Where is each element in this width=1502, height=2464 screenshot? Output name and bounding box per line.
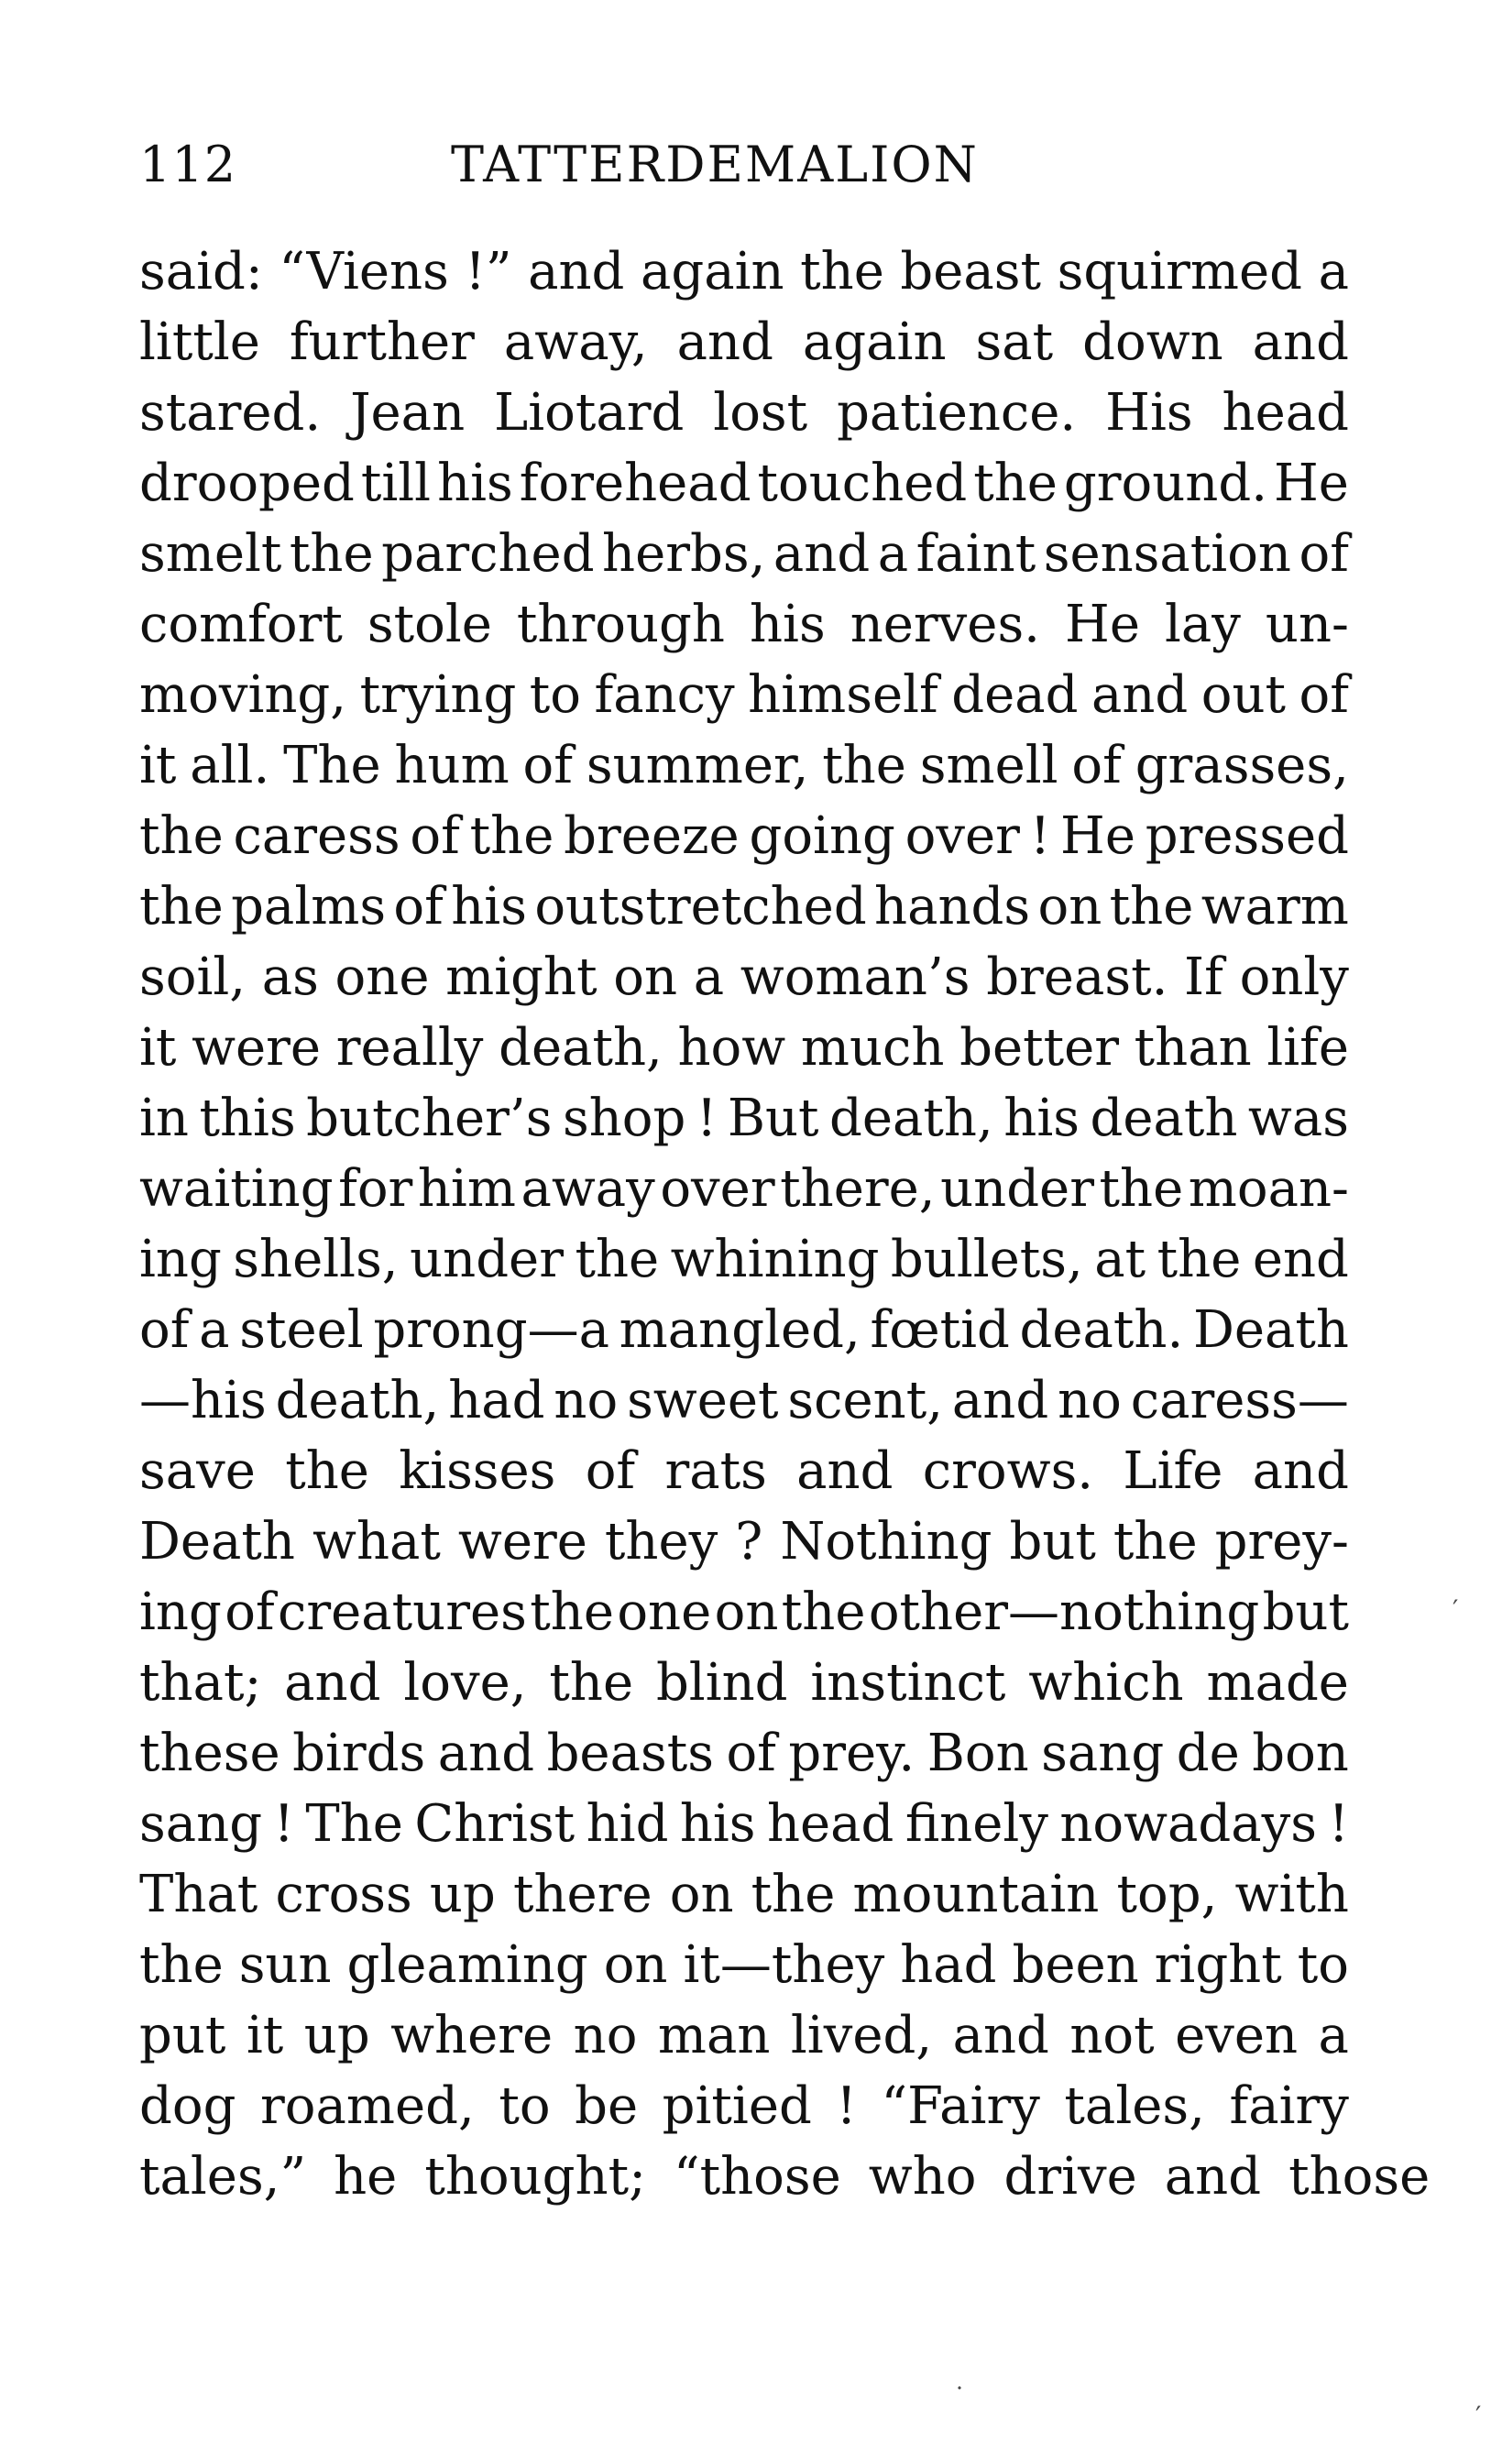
word: the: [139, 806, 224, 866]
text-line: [139, 1436, 1349, 1506]
word: be: [575, 2076, 639, 2136]
word: was: [1247, 1089, 1349, 1148]
word: sang: [139, 1794, 263, 1854]
word: caress—: [1130, 1371, 1349, 1430]
word: and: [676, 312, 773, 372]
word: moving,: [139, 665, 347, 725]
word: of: [1071, 736, 1122, 795]
word: and: [1091, 665, 1189, 725]
text-line: [139, 801, 1349, 871]
word: right: [1154, 1935, 1282, 1995]
word: it: [139, 1018, 177, 1078]
word: of: [522, 736, 573, 795]
text-line: [139, 2071, 1349, 2141]
word: how: [677, 1018, 786, 1078]
word: the: [1157, 1230, 1242, 1289]
word: outstretched: [534, 877, 867, 936]
word: ing: [139, 1582, 222, 1642]
word: out: [1201, 665, 1287, 725]
word: said:: [139, 242, 263, 301]
word: sweet: [627, 1371, 779, 1430]
text-line: [139, 942, 1349, 1013]
word: Nothing: [780, 1512, 992, 1571]
word: birds: [292, 1724, 426, 1783]
word: than: [1134, 1018, 1252, 1078]
word: death: [1090, 1089, 1238, 1148]
word: He: [1064, 595, 1140, 654]
text-line: [139, 236, 1349, 307]
word: Christ: [414, 1794, 576, 1854]
word: finely: [904, 1794, 1048, 1854]
word: Death: [139, 1512, 295, 1571]
word: faint: [915, 524, 1036, 584]
word: other—nothing: [868, 1582, 1260, 1642]
word: top,: [1116, 1865, 1218, 1924]
word: kisses: [399, 1441, 556, 1501]
word: better: [959, 1018, 1119, 1078]
word: him: [417, 1159, 516, 1219]
word: again: [802, 312, 947, 372]
word: !: [1328, 1794, 1349, 1854]
word: a: [199, 1300, 230, 1360]
word: !: [836, 2076, 857, 2136]
text-line: [139, 1789, 1349, 1859]
word: touched: [757, 454, 968, 513]
word: dead: [951, 665, 1079, 725]
word: waiting: [139, 1159, 334, 1219]
word: !: [696, 1089, 718, 1148]
word: up: [429, 1865, 496, 1924]
word: mountain: [852, 1865, 1100, 1924]
word: of: [393, 877, 444, 936]
text-line: [139, 2141, 1431, 2212]
word: palms: [231, 877, 387, 936]
word: where: [390, 2006, 554, 2065]
word: of: [410, 806, 460, 866]
word: might: [445, 947, 598, 1007]
word: his: [749, 595, 826, 654]
word: under: [940, 1159, 1094, 1219]
word: these: [139, 1724, 280, 1783]
word: thought;: [424, 2147, 646, 2207]
word: in: [139, 1089, 189, 1148]
word: ground.: [1063, 454, 1267, 513]
word: the: [1099, 1159, 1184, 1219]
word: mangled,: [619, 1300, 861, 1360]
text-line: [139, 1718, 1349, 1789]
word: on: [669, 1865, 734, 1924]
word: breeze: [564, 806, 740, 866]
word: roamed,: [259, 2076, 475, 2136]
text-line: [139, 1648, 1349, 1718]
word: the: [973, 454, 1058, 513]
word: !: [273, 1794, 294, 1854]
word: the: [751, 1865, 836, 1924]
word: “Viens: [279, 242, 449, 301]
word: rats: [664, 1441, 767, 1501]
word: the: [575, 1230, 660, 1289]
word: save: [139, 1441, 256, 1501]
word: grasses,: [1135, 736, 1349, 795]
word: woman’s: [740, 947, 970, 1007]
word: he: [334, 2147, 398, 2207]
word: Life: [1123, 1441, 1223, 1501]
word: prong—a: [373, 1300, 609, 1360]
word: hum: [394, 736, 510, 795]
word: the: [1113, 1512, 1198, 1571]
word: one: [334, 947, 430, 1007]
word: He: [1273, 454, 1349, 513]
word: smelt: [139, 524, 282, 584]
word: at: [1094, 1230, 1146, 1289]
word: smell: [919, 736, 1058, 795]
word: no: [554, 1371, 619, 1430]
margin-speck: ˙: [953, 2382, 966, 2413]
word: the: [800, 242, 884, 301]
word: shop: [562, 1089, 686, 1148]
word: the: [469, 806, 554, 866]
word: no: [573, 2006, 638, 2065]
word: the: [530, 1582, 614, 1642]
word: nerves.: [850, 595, 1040, 654]
word: put: [139, 2006, 226, 2065]
text-line: [139, 307, 1349, 378]
word: down: [1082, 312, 1223, 372]
word: the: [822, 736, 906, 795]
word: his: [679, 1794, 756, 1854]
word: But: [727, 1089, 819, 1148]
word: shells,: [233, 1230, 399, 1289]
word: those: [1288, 2147, 1431, 2207]
word: himself: [748, 665, 938, 725]
word: lay: [1164, 595, 1241, 654]
text-line: [139, 871, 1349, 942]
word: “those: [673, 2147, 841, 2207]
word: death,: [829, 1089, 993, 1148]
body-text: [139, 236, 1431, 2212]
text-line: [139, 660, 1349, 730]
word: over: [660, 1159, 775, 1219]
word: sat: [975, 312, 1054, 372]
word: comfort: [139, 595, 343, 654]
word: and: [437, 1724, 535, 1783]
word: had: [900, 1935, 997, 1995]
word: away: [521, 1159, 655, 1219]
text-line: [139, 1013, 1349, 1083]
word: the: [139, 1935, 224, 1995]
word: sang: [1041, 1724, 1165, 1783]
word: instinct: [810, 1653, 1006, 1713]
word: through: [516, 595, 725, 654]
word: prey-: [1214, 1512, 1349, 1571]
word: they: [604, 1512, 718, 1571]
word: a: [693, 947, 725, 1007]
word: !: [1029, 806, 1051, 866]
word: beasts: [546, 1724, 714, 1783]
text-line: [139, 378, 1349, 448]
word: sensation: [1043, 524, 1291, 584]
word: the: [139, 877, 224, 936]
word: scent,: [787, 1371, 944, 1430]
word: soil,: [139, 947, 247, 1007]
word: one: [617, 1582, 712, 1642]
word: till: [360, 454, 432, 513]
word: tales,”: [139, 2147, 307, 2207]
word: stared.: [139, 383, 322, 443]
word: up: [303, 2006, 370, 2065]
word: steel: [239, 1300, 364, 1360]
word: of: [225, 1582, 275, 1642]
running-title: TATTERDEMALION: [451, 136, 979, 193]
word: not: [1069, 2006, 1155, 2065]
word: who: [868, 2147, 977, 2207]
word: on: [714, 1582, 779, 1642]
word: really: [335, 1018, 484, 1078]
word: and: [528, 242, 625, 301]
word: crows.: [922, 1441, 1094, 1501]
text-line: [139, 1083, 1349, 1154]
word: there: [512, 1865, 652, 1924]
word: it: [139, 736, 177, 795]
word: The: [305, 1794, 403, 1854]
word: of: [1299, 524, 1349, 584]
word: been: [1012, 1935, 1139, 1995]
word: of: [726, 1724, 776, 1783]
word: life: [1266, 1018, 1349, 1078]
word: butcher’s: [306, 1089, 553, 1148]
word: un-: [1265, 595, 1349, 654]
word: de: [1176, 1724, 1240, 1783]
text-line: [139, 730, 1349, 801]
word: fancy: [594, 665, 735, 725]
page-header: [139, 128, 1376, 202]
word: it: [246, 2006, 284, 2065]
word: and: [773, 524, 871, 584]
word: and: [951, 1371, 1049, 1430]
word: on: [603, 1935, 668, 1995]
word: death.: [1019, 1300, 1184, 1360]
word: blind: [655, 1653, 788, 1713]
margin-speck: ′: [1453, 1594, 1459, 1625]
word: breast.: [986, 947, 1168, 1007]
word: cross: [275, 1865, 412, 1924]
word: pitied: [662, 2076, 812, 2136]
word: hands: [874, 877, 1031, 936]
word: hid: [586, 1794, 669, 1854]
word: to: [529, 665, 581, 725]
word: going: [749, 806, 895, 866]
word: on: [613, 947, 678, 1007]
text-line: [139, 1365, 1349, 1436]
word: lived,: [790, 2006, 933, 2065]
word: head: [766, 1794, 894, 1854]
word: That: [139, 1865, 258, 1924]
word: ing: [139, 1230, 222, 1289]
word: of: [139, 1300, 190, 1360]
word: to: [1297, 1935, 1349, 1995]
word: his: [451, 877, 527, 936]
word: all.: [190, 736, 270, 795]
text-line: [139, 1577, 1349, 1648]
word: love,: [403, 1653, 527, 1713]
word: his: [437, 454, 513, 513]
word: over: [904, 806, 1020, 866]
word: caress: [233, 806, 400, 866]
word: tales,: [1064, 2076, 1205, 2136]
word: trying: [359, 665, 517, 725]
text-line: [139, 448, 1349, 519]
word: but: [1262, 1582, 1349, 1642]
text-line: [139, 1224, 1349, 1295]
word: fœtid: [870, 1300, 1010, 1360]
word: Bon: [926, 1724, 1029, 1783]
word: of: [585, 1441, 636, 1501]
word: away,: [503, 312, 648, 372]
word: stole: [367, 595, 492, 654]
word: His: [1105, 383, 1193, 443]
word: his: [1003, 1089, 1080, 1148]
word: on: [1037, 877, 1102, 936]
word: squirmed: [1057, 242, 1303, 301]
word: much: [800, 1018, 945, 1078]
word: Jean: [350, 383, 466, 443]
word: forehead: [519, 454, 751, 513]
word: man: [657, 2006, 771, 2065]
word: were: [192, 1018, 322, 1078]
word: even: [1175, 2006, 1299, 2065]
page-number: 112: [139, 136, 237, 193]
word: the: [289, 524, 374, 584]
word: and: [1252, 312, 1349, 372]
word: and: [1252, 1441, 1349, 1501]
text-line: [139, 589, 1349, 660]
word: had: [448, 1371, 545, 1430]
word: only: [1239, 947, 1349, 1007]
word: what: [312, 1512, 441, 1571]
word: and: [796, 1441, 894, 1501]
text-line: [139, 1859, 1349, 1930]
word: dog: [139, 2076, 236, 2136]
word: warm: [1201, 877, 1349, 936]
word: the: [285, 1441, 369, 1501]
word: sun: [238, 1935, 332, 1995]
word: that;: [139, 1653, 262, 1713]
word: a: [1318, 2006, 1349, 2065]
word: again: [640, 242, 784, 301]
word: the: [1109, 877, 1194, 936]
word: creatures: [278, 1582, 527, 1642]
word: and: [284, 1653, 381, 1713]
word: bullets,: [890, 1230, 1083, 1289]
word: bon: [1252, 1724, 1349, 1783]
word: Liotard: [494, 383, 685, 443]
text-line: [139, 1930, 1349, 2000]
word: nowadays: [1059, 1794, 1318, 1854]
word: fairy: [1229, 2076, 1349, 2136]
word: “Fairy: [881, 2076, 1040, 2136]
word: were: [457, 1512, 587, 1571]
word: a: [877, 524, 909, 584]
word: summer,: [586, 736, 809, 795]
word: herbs,: [602, 524, 766, 584]
word: and: [1164, 2147, 1262, 2207]
word: the: [781, 1582, 866, 1642]
word: prey.: [788, 1724, 915, 1783]
word: a: [1318, 242, 1349, 301]
word: and: [952, 2006, 1049, 2065]
word: He: [1060, 806, 1135, 866]
word: pressed: [1145, 806, 1349, 866]
word: made: [1206, 1653, 1349, 1713]
word: little: [139, 312, 260, 372]
word: !”: [465, 242, 512, 301]
word: drooped: [139, 454, 355, 513]
word: lost: [713, 383, 808, 443]
word: no: [1058, 1371, 1122, 1430]
word: there,: [780, 1159, 936, 1219]
word: to: [499, 2076, 551, 2136]
word: this: [199, 1089, 296, 1148]
word: as: [261, 947, 319, 1007]
word: drive: [1003, 2147, 1137, 2207]
word: but: [1009, 1512, 1096, 1571]
text-line: [139, 519, 1349, 589]
word: with: [1234, 1865, 1349, 1924]
word: death,: [275, 1371, 440, 1430]
text-line: [139, 1154, 1349, 1224]
word: it—they: [683, 1935, 885, 1995]
word: Death: [1192, 1300, 1349, 1360]
word: the: [549, 1653, 634, 1713]
word: under: [410, 1230, 564, 1289]
word: of: [1299, 665, 1349, 725]
word: If: [1184, 947, 1223, 1007]
word: for: [338, 1159, 413, 1219]
word: ?: [735, 1512, 763, 1571]
word: moan-: [1188, 1159, 1349, 1219]
word: gleaming: [346, 1935, 588, 1995]
word: end: [1252, 1230, 1349, 1289]
word: patience.: [837, 383, 1077, 443]
word: —his: [139, 1371, 267, 1430]
word: death,: [499, 1018, 663, 1078]
word: whining: [670, 1230, 880, 1289]
text-line: [139, 2000, 1349, 2071]
word: parched: [381, 524, 595, 584]
text-line: [139, 1506, 1349, 1577]
margin-speck: ′: [1475, 2401, 1482, 2431]
word: head: [1222, 383, 1349, 443]
word: The: [283, 736, 381, 795]
word: beast: [900, 242, 1042, 301]
word: which: [1028, 1653, 1184, 1713]
word: further: [289, 312, 475, 372]
text-line: [139, 1295, 1349, 1365]
